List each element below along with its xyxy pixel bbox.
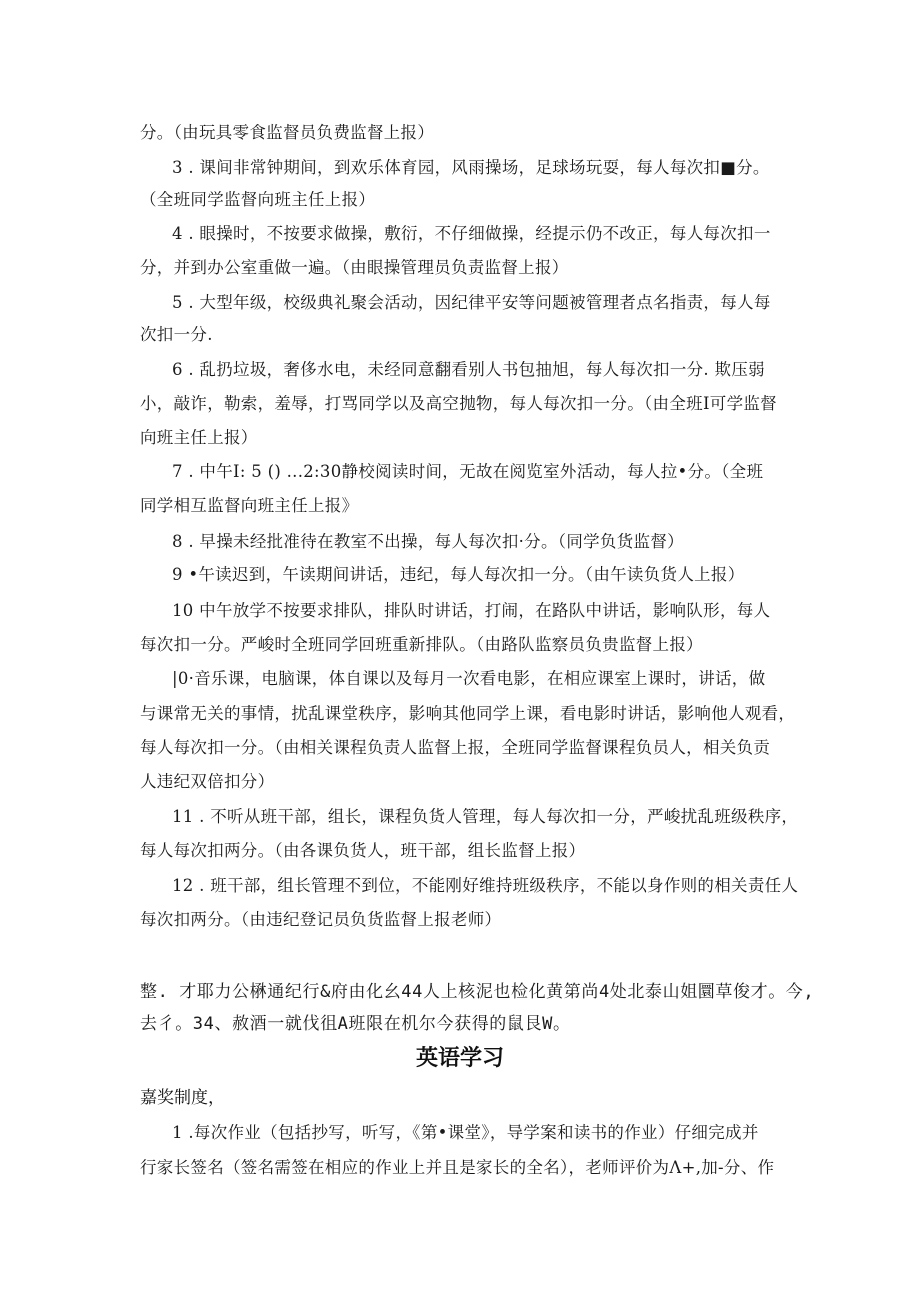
- rule-text-line: 向班主任上报）: [140, 428, 258, 447]
- rule-text-line: 与课常无关的事情，扰乱课堂秩序，影响其他同学上课，看电影时讲话，影响他人观看，: [140, 704, 796, 723]
- rule-text-line: 分，并到办公室重做一遍。（由眼操管理员负责监督上报）: [140, 258, 569, 277]
- rule-text-line: 分。（由玩具零食监督员负费监督上报）: [140, 123, 435, 142]
- rule-item-9: 9 •午读迟到，午读期间讲话，违纪，每人每次扣一分。（由午读负货人上报）: [172, 565, 745, 584]
- rule-text-line: 每次扣两分。（由违纪登记员负货监督上报老师）: [140, 910, 502, 929]
- rule-text-line: （全班同学监督向班主任上报）: [140, 190, 376, 209]
- rule-text-line: 每人每次扣两分。（由各课负货人，班干部，组长监督上报）: [140, 841, 586, 860]
- rule-text-line: 每次扣一分。严峻时全班同学回班重新排队。（由路队监察员负贵监督上报）: [140, 635, 703, 654]
- rule-text-line: 每人每次扣一分。（由相关课程负责人监督上报，全班同学监督课程负员人，相关负贡: [140, 738, 771, 757]
- rule-item-4: 4 . 眼操时，不按要求做操，敷衍，不仔细做操，经提示仍不改正，每人每次扣一: [172, 224, 771, 243]
- rule-text-line: 小，敲诈，勒索，羞辱，打骂同学以及高空抛物，每人每次扣一分。（由全班I可学监督: [140, 394, 777, 413]
- section-subtitle: 嘉奖制度，: [140, 1088, 225, 1108]
- rule-item-10: 10 中午放学不按要求排队，排队时讲话，打闹，在路队中讲话，影响队形，每人: [172, 601, 771, 620]
- rule-item-7: 7 . 中午I: 5 () ...2:30静校阅读时间，无故在阅览室外活动，每人拉•分。（全班: [172, 462, 764, 481]
- rule-text-line: 人违纪双倍扣分）: [140, 772, 275, 791]
- rule-item-6: 6 . 乱扔垃圾，奢侈水电，未经同意翻看别人书包抽旭，每人每次扣一分. 欺压弱: [172, 360, 765, 379]
- rule-text-line: 次扣一分.: [140, 325, 213, 344]
- section-title: 英语学习: [415, 1046, 504, 1071]
- rule-item-3: 3 . 课间非常钟期间，到欢乐体育园，风雨操场，足球场玩耍，每人每次扣■分。: [172, 158, 770, 177]
- rule-item-10b: |0·音乐课，电脑课，体自课以及每月一次看电影，在相应课室上课时，讲话，做: [172, 669, 766, 688]
- rule-item-5: 5 . 大型年级，校级典礼聚会活动，因纪律平安等问题被管理者点名指责，每人每: [172, 293, 771, 312]
- reward-text-line: 行家长签名（签名需签在相应的作业上并且是家长的全名），老师评价为Λ+,加-分、作: [140, 1158, 775, 1177]
- reward-item-1: 1 .每次作业（包括抄写，听写，《第•课堂》，导学案和读书的作业）仔细完成并: [172, 1123, 759, 1142]
- rule-item-8: 8 . 早操未经批准待在教室不出操，每人每次扣·分。（同学负货监督）: [172, 532, 684, 551]
- garbled-text-line: 去彳。34、赦酒一就伐徂A班限在机尔今获得的鼠艮W。: [140, 1014, 571, 1034]
- rule-item-12: 12 . 班干部，组长管理不到位，不能刚好维持班级秩序，不能以身作则的相关责任人: [172, 876, 799, 895]
- garbled-text-line: 整. 才耶力公楙通纪行&府由化幺44人上核泥也检化黄第尚4处北泰山姐圜草俊才。今,: [140, 982, 815, 1002]
- rule-text-line: 同学相互监督向班主任上报》: [140, 496, 359, 515]
- rule-item-11: 11 . 不听从班干部，组长，课程负货人管理，每人每次扣一分，严峻扰乱班级秩序，: [172, 807, 799, 826]
